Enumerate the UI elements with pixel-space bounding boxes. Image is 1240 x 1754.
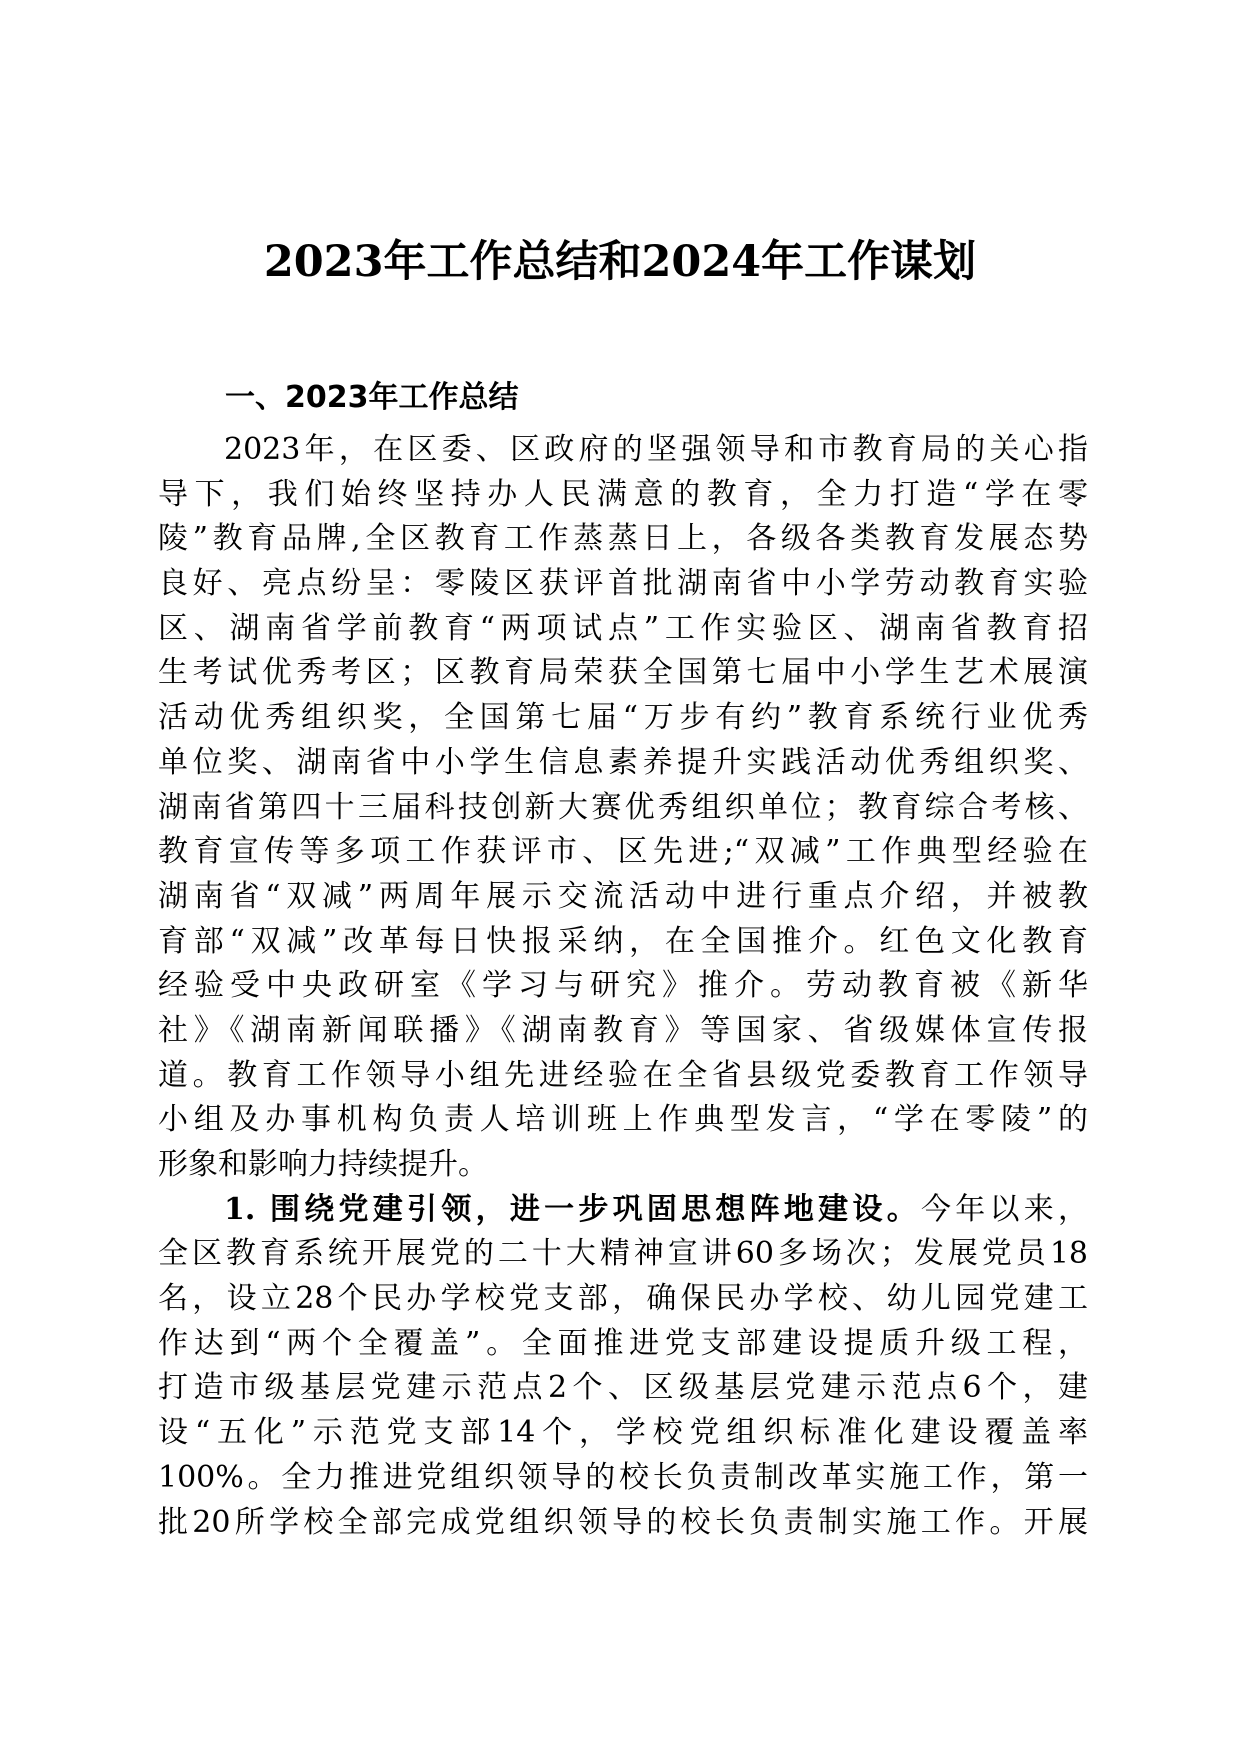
paragraph-line: 单位奖、湖南省中小学生信息素养提升实践活动优秀组织奖、 <box>158 744 1088 780</box>
paragraph-line: 设“五化”示范党支部14个，学校党组织标准化建设覆盖率 <box>158 1415 1088 1451</box>
paragraph-line: 教育宣传等多项工作获评市、区先进;“双减”工作典型经验在 <box>158 834 1088 870</box>
paragraph-first-line <box>158 1188 1088 1233</box>
body-text <box>158 428 1088 1545</box>
subheading-bold: 1. 围绕党建引领，进一步巩固思想阵地建设。 <box>224 1191 921 1227</box>
paragraph-line: 作达到“两个全覆盖”。全面推进党支部建设提质升级工程， <box>158 1325 1088 1361</box>
paragraph-line: 育部“双减”改革每日快报采纳，在全国推介。红色文化教育 <box>158 923 1088 959</box>
paragraph-line: 湖南省“双减”两周年展示交流活动中进行重点介绍，并被教 <box>158 878 1088 914</box>
paragraph-line: 形象和影响力持续提升。 <box>158 1147 488 1182</box>
paragraph-line: 打造市级基层党建示范点2个、区级基层党建示范点6个，建 <box>158 1370 1088 1406</box>
paragraph-line: 2023年，在区委、区政府的坚强领导和市教育局的关心指 <box>224 432 1088 467</box>
paragraph-line: 小组及办事机构负责人培训班上作典型发言，“学在零陵”的 <box>158 1102 1088 1138</box>
paragraph-line: 陵”教育品牌,全区教育工作蒸蒸日上，各级各类教育发展态势 <box>158 521 1088 557</box>
paragraph-line: 区、湖南省学前教育“两项试点”工作实验区、湖南省教育招 <box>158 610 1088 646</box>
paragraph-line: 100%。全力推进党组织领导的校长负责制改革实施工作，第一 <box>158 1459 1088 1495</box>
paragraph-line: 生考试优秀考区；区教育局荣获全国第七届中小学生艺术展演 <box>158 655 1088 691</box>
paragraph-line: 批20所学校全部完成党组织领导的校长负责制实施工作。开展 <box>158 1504 1088 1540</box>
paragraph-line: 道。教育工作领导小组先进经验在全省县级党委教育工作领导 <box>158 1057 1088 1093</box>
paragraph-line: 经验受中央政研室《学习与研究》推介。劳动教育被《新华 <box>158 968 1088 1004</box>
paragraph-line: 良好、亮点纷呈：零陵区获评首批湖南省中小学劳动教育实验 <box>158 566 1088 602</box>
section-heading: 一、2023年工作总结 <box>225 380 519 415</box>
paragraph-line: 活动优秀组织奖，全国第七届“万步有约”教育系统行业优秀 <box>158 700 1088 736</box>
paragraph-line: 社》《湖南新闻联播》《湖南教育》等国家、省级媒体宣传报 <box>158 1012 1088 1048</box>
document-title: 2023年工作总结和2024年工作谋划 <box>263 237 977 287</box>
paragraph-line: 全区教育系统开展党的二十大精神宣讲60多场次；发展党员18 <box>158 1236 1088 1272</box>
paragraph-line: 湖南省第四十三届科技创新大赛优秀组织单位；教育综合考核、 <box>158 789 1088 825</box>
paragraph-line: 导下，我们始终坚持办人民满意的教育，全力打造“学在零 <box>158 476 1088 512</box>
paragraph-line-tail: 今年以来， <box>920 1191 1089 1227</box>
paragraph-line: 名，设立28个民办学校党支部，确保民办学校、幼儿园党建工 <box>158 1281 1088 1317</box>
